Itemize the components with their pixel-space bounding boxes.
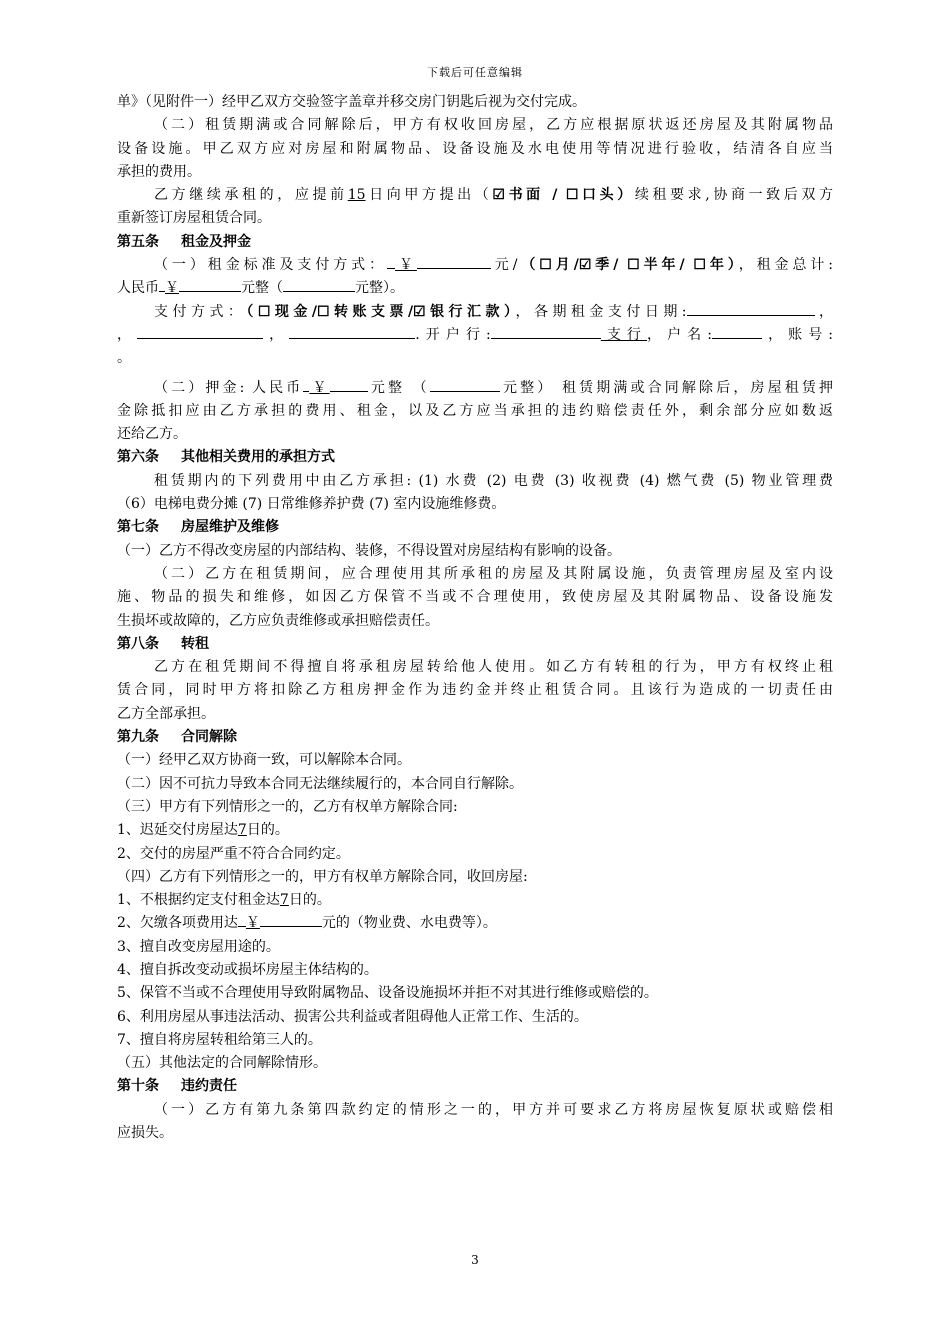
payment-method-checkboxes: （☐现金/☐转账支票/☑银行汇款） xyxy=(246,303,516,320)
paragraph: 重新签订房屋租赁合同。 xyxy=(117,210,271,227)
list-item: 2、交付的房屋严重不符合合同约定。 xyxy=(117,845,350,862)
deposit-paragraph: （二）押金: 人民币 ￥ 元整 （ 元整） 租赁期满或合同解除后，房屋租赁押 xyxy=(117,377,833,400)
payment-paragraph: 支付方式：（☐现金/☐转账支票/☑银行汇款），各期租金支付日期: ， xyxy=(117,301,833,324)
article-heading: 第九条 合同解除 xyxy=(117,729,237,746)
list-item: 6、利用房屋从事违法活动、损害公共利益或者阻碍他人正常工作、生活的。 xyxy=(117,1008,588,1025)
paragraph: 承担的费用。 xyxy=(117,163,201,180)
list-item: 1、迟延交付房屋达7日的。 xyxy=(117,822,289,839)
list-item: （五）其他法定的合同解除情形。 xyxy=(117,1055,327,1072)
paragraph: （6）电梯电费分摊 (7) 日常维修养护费 (7) 室内设施维修费。 xyxy=(117,496,506,513)
paragraph: 赁合同，同时甲方将扣除乙方租房押金作为违约金并终止租赁合同。且该行为造成的一切责任由 xyxy=(117,682,833,699)
paragraph: 还给乙方。 xyxy=(117,426,187,443)
list-item: （二）因不可抗力导致本合同无法继续履行的，本合同自行解除。 xyxy=(117,775,523,792)
paragraph: 租赁期内的下列费用中由乙方承担: (1) 水费 (2) 电费 (3) 收视费 (4) 燃气费 (5) 物业管理费 xyxy=(154,472,833,489)
rent-period-checkboxes: （☐月/☑季/ ☐半年/ ☐年） xyxy=(517,257,739,274)
list-item: 5、保管不当或不合理使用导致附属物品、设备设施损坏并拒不对其进行维修或赔偿的。 xyxy=(117,985,658,1002)
page-header: 下载后可任意编辑 xyxy=(427,66,523,79)
paragraph: 应损失。 xyxy=(117,1125,173,1142)
rent-total-blank xyxy=(179,277,241,292)
article-heading: 第五条 租金及押金 xyxy=(117,233,251,250)
list-item: 2、欠缴各项费用达 ￥ 元的（物业费、水电费等）。 xyxy=(117,912,833,935)
bank-blank xyxy=(491,324,601,339)
renewal-days: 15 xyxy=(347,187,366,204)
deposit-amount-blank xyxy=(330,377,368,392)
renewal-paragraph: 乙方继续承租的，应提前15日向甲方提出（☑书面 / ☐口头）续租要求,协商一致后双方 xyxy=(154,187,834,204)
list-item: 1、不根据约定支付租金达7日的。 xyxy=(117,892,331,909)
paragraph: 。 xyxy=(117,350,131,367)
list-item: 3、擅自改变房屋用途的。 xyxy=(117,938,280,955)
paragraph: 乙方全部承担。 xyxy=(117,705,215,722)
arrears-amount-blank xyxy=(260,912,322,927)
account-name-blank xyxy=(712,324,762,339)
paragraph: 金除抵扣应由乙方承担的费用、租金，以及乙方应当承担的违约赔偿责任外，剩余部分应如数返 xyxy=(117,402,833,419)
rent-amount-blank xyxy=(417,254,491,269)
list-item: （四）乙方有下列情形之一的，甲方有权单方解除合同，收回房屋: xyxy=(117,868,528,885)
list-item: （一）经甲乙双方协商一致，可以解除本合同。 xyxy=(117,752,411,769)
deposit-words-blank xyxy=(430,377,500,392)
list-item: 4、擅自拆改变动或损坏房屋主体结构的。 xyxy=(117,961,378,978)
article-heading: 第六条 其他相关费用的承担方式 xyxy=(117,449,335,466)
paragraph: 设备设施。甲乙双方应对房屋和附属物品、设备设施及水电使用等情况进行验收，结清各自应当 xyxy=(117,140,833,157)
article-heading: 第十条 违约责任 xyxy=(117,1078,237,1095)
paragraph: 施、物品的损失和维修，如因乙方保管不当或不合理使用，致使房屋及其附属物品、设备设施发 xyxy=(117,589,833,606)
article-heading: 第八条 转租 xyxy=(117,635,209,652)
list-item: （三）甲方有下列情形之一的，乙方有权单方解除合同: xyxy=(117,798,458,815)
payment-date-blank xyxy=(687,301,815,316)
article-heading: 第七条 房屋维护及维修 xyxy=(117,519,279,536)
rent-total-line: 人民币 ￥ 元整（ 元整）。 xyxy=(117,277,833,300)
page-number: 3 xyxy=(471,1253,479,1267)
paragraph: （一）乙方不得改变房屋的内部结构、装修，不得设置对房屋结构有影响的设备。 xyxy=(117,542,621,559)
document-body xyxy=(117,91,833,1145)
renewal-method-checkboxes: ☑书面 / ☐口头） xyxy=(492,187,635,204)
paragraph: （一）乙方有第九条第四款约定的情形之一的，甲方并可要求乙方将房屋恢复原状或赔偿相 xyxy=(154,1101,833,1118)
rent-paragraph: （一）租金标准及支付方式： ￥ 元/（☐月/☑季/ ☐半年/ ☐年），租金总计: xyxy=(117,254,833,277)
list-item: 7、擅自将房屋转租给第三人的。 xyxy=(117,1031,322,1048)
paragraph: 乙方在租凭期间不得擅自将承租房屋转给他人使用。如乙方有转租的行为，甲方有权终止租 xyxy=(154,659,833,676)
rent-total-words-blank xyxy=(283,277,355,292)
paragraph: （二）租赁期满或合同解除后，甲方有权收回房屋，乙方应根据原状返还房屋及其附属物品 xyxy=(154,117,833,134)
paragraph: 生损坏或故障的，乙方应负责维修或承担赔偿责任。 xyxy=(117,612,439,629)
paragraph: （二）乙方在租赁期间，应合理使用其所承租的房屋及其附属设施，负责管理房屋及室内设 xyxy=(154,565,833,582)
payment-bank-line: ， ， .开户行: 支行，户名: ，账号: xyxy=(117,324,833,347)
paragraph: 单》（见附件一）经甲乙双方交验签字盖章并移交房门钥匙后视为交付完成。 xyxy=(117,94,586,110)
